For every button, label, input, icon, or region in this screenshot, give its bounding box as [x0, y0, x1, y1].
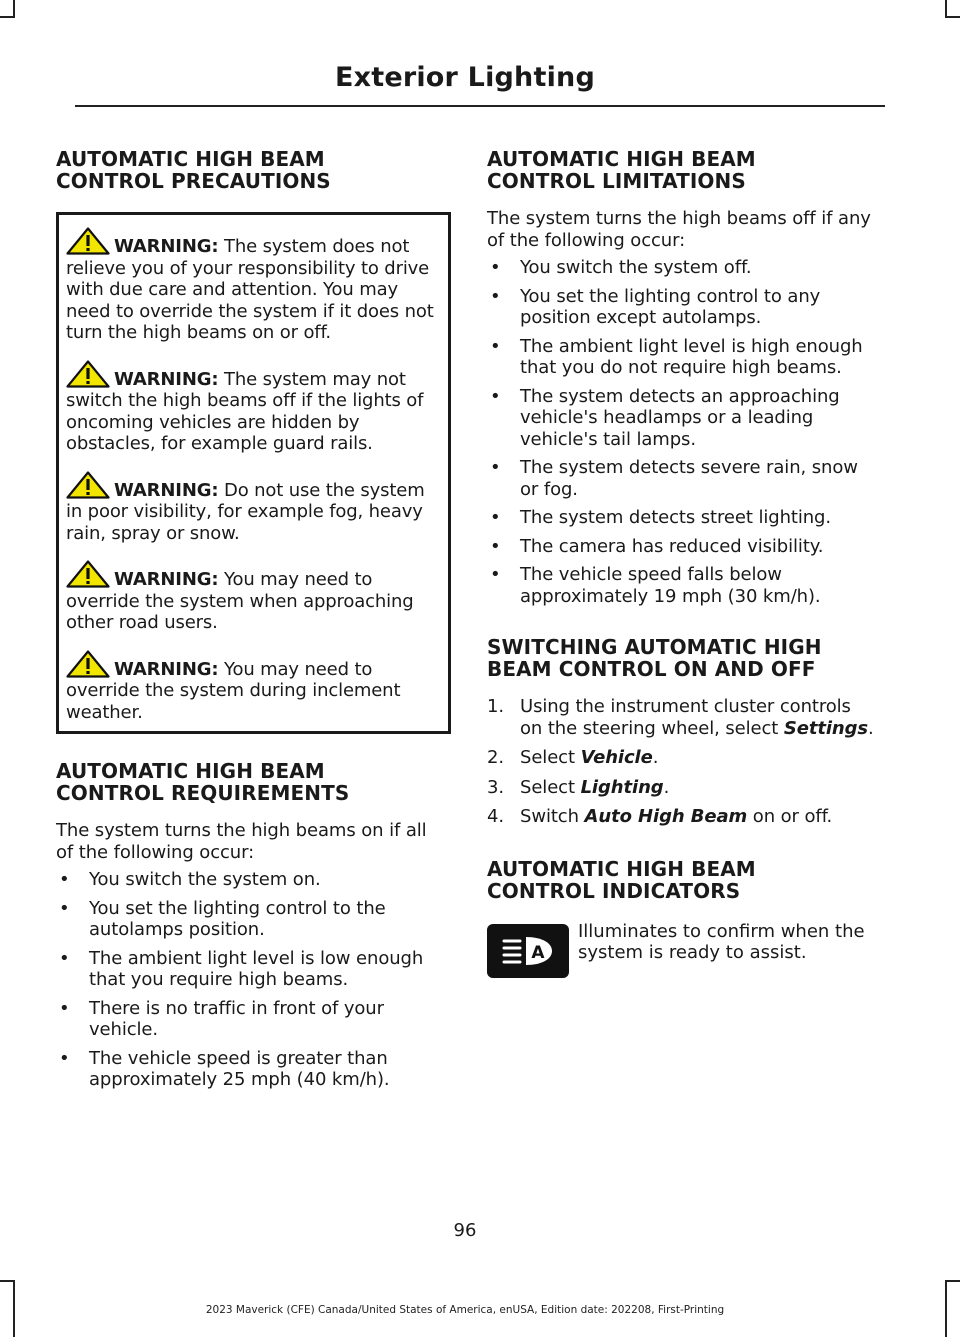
crop-mark [945, 16, 960, 18]
indicator-description: Illuminates to confirm when the system is ready to assist. [578, 920, 865, 963]
warning-text: The system does not relieve you of your responsibility to drive with due care and attention. You may need to override the system if it does not turn the high beams on or off. [66, 236, 434, 343]
ui-menu-term: Lighting [580, 776, 664, 798]
requirements-heading: AUTOMATIC HIGH BEAM CONTROL REQUIREMENTS [56, 759, 350, 805]
step-item: 2. Select Vehicle. [487, 747, 659, 768]
warning-item [66, 360, 442, 455]
footer-edition-text: 2023 Maverick (CFE) Canada/United States of America, enUSA, Edition date: 202208, First-Printing [205, 1304, 725, 1316]
warning-triangle-icon [66, 227, 110, 255]
step-number: 4. [487, 806, 504, 827]
crop-mark [0, 1280, 15, 1282]
list-item: • You set the lighting control to the autolamps position. [56, 898, 446, 941]
warning-label: WARNING: [114, 368, 219, 390]
list-item: • The vehicle speed falls below approximately 19 mph (30 km/h). [487, 564, 877, 607]
indicator-icon-letter: A [531, 942, 545, 963]
requirements-list [56, 869, 446, 1091]
list-item: • You set the lighting control to any position except autolamps. [487, 286, 877, 329]
warning-triangle-icon [66, 360, 110, 388]
right-column [487, 148, 877, 978]
page-header-title: Exterior Lighting [334, 62, 595, 93]
warning-item [66, 560, 442, 634]
step-item: 4. Switch Auto High Beam on or off. [487, 806, 833, 827]
crop-mark [945, 0, 947, 16]
warning-text: You may need to override the system during inclement weather. [66, 658, 401, 723]
warning-item [66, 227, 442, 344]
warning-triangle-icon [66, 471, 110, 499]
step-item: 1. Using the instrument cluster controls on the steering wheel, select Settings. [487, 696, 874, 739]
requirements-intro: The system turns the high beams on if all of the following occur: [56, 820, 427, 863]
crop-mark [0, 16, 15, 18]
list-item: • The camera has reduced visibility. [487, 536, 877, 558]
switching-heading: SWITCHING AUTOMATIC HIGH BEAM CONTROL ON AND OFF [487, 635, 822, 681]
step-number: 3. [487, 776, 504, 798]
indicator-row [487, 920, 877, 978]
warning-triangle-icon [66, 560, 110, 588]
header-divider [75, 105, 885, 107]
page-number: 96 [453, 1220, 477, 1241]
ui-menu-term: Vehicle [580, 747, 653, 768]
precautions-heading: AUTOMATIC HIGH BEAM CONTROL PRECAUTIONS [56, 147, 331, 193]
list-item: • The system detects an approaching vehicle's headlamps or a leading vehicle's tail lamps. [487, 386, 877, 451]
warning-text: Do not use the system in poor visibility, for example fog, heavy rain, spray or snow. [66, 479, 425, 544]
list-item: • The system detects severe rain, snow or fog. [487, 457, 877, 500]
limitations-heading: AUTOMATIC HIGH BEAM CONTROL LIMITATIONS [487, 147, 756, 193]
auto-high-beam-icon [487, 924, 569, 978]
step-number: 2. [487, 747, 504, 768]
warning-triangle-icon [66, 650, 110, 678]
switching-steps [487, 696, 877, 828]
step-item: 3. Select Lighting. [487, 776, 670, 798]
step-number: 1. [487, 696, 504, 717]
warning-label: WARNING: [114, 479, 219, 501]
limitations-list [487, 257, 877, 607]
ui-menu-term: Settings [783, 717, 869, 739]
warning-label: WARNING: [114, 569, 219, 590]
list-item: • There is no traffic in front of your vehicle. [56, 998, 446, 1041]
warning-item [66, 650, 442, 724]
ui-menu-term: Auto High Beam [584, 806, 748, 827]
indicators-heading: AUTOMATIC HIGH BEAM CONTROL INDICATORS [487, 856, 756, 903]
crop-mark [945, 1280, 947, 1337]
list-item: • You switch the system on. [56, 869, 446, 891]
warning-label: WARNING: [114, 658, 219, 680]
list-item: • You switch the system off. [487, 257, 877, 279]
warning-item [66, 471, 442, 545]
warning-text: You may need to override the system when approaching other road users. [66, 569, 414, 633]
warning-text: The system may not switch the high beams off if the lights of oncoming vehicles are hidden by obstacles, for example guard rails. [66, 368, 424, 454]
crop-mark [13, 0, 15, 16]
limitations-intro: The system turns the high beams off if any of the following occur: [487, 208, 871, 251]
list-item: • The system detects street lighting. [487, 507, 877, 529]
warning-box [56, 212, 451, 734]
left-column [56, 148, 446, 1098]
warning-label: WARNING: [114, 236, 219, 257]
list-item: • The ambient light level is high enough that you do not require high beams. [487, 336, 877, 379]
list-item: • The ambient light level is low enough that you require high beams. [56, 948, 446, 991]
crop-mark [945, 1280, 960, 1282]
list-item: • The vehicle speed is greater than approximately 25 mph (40 km/h). [56, 1048, 446, 1091]
